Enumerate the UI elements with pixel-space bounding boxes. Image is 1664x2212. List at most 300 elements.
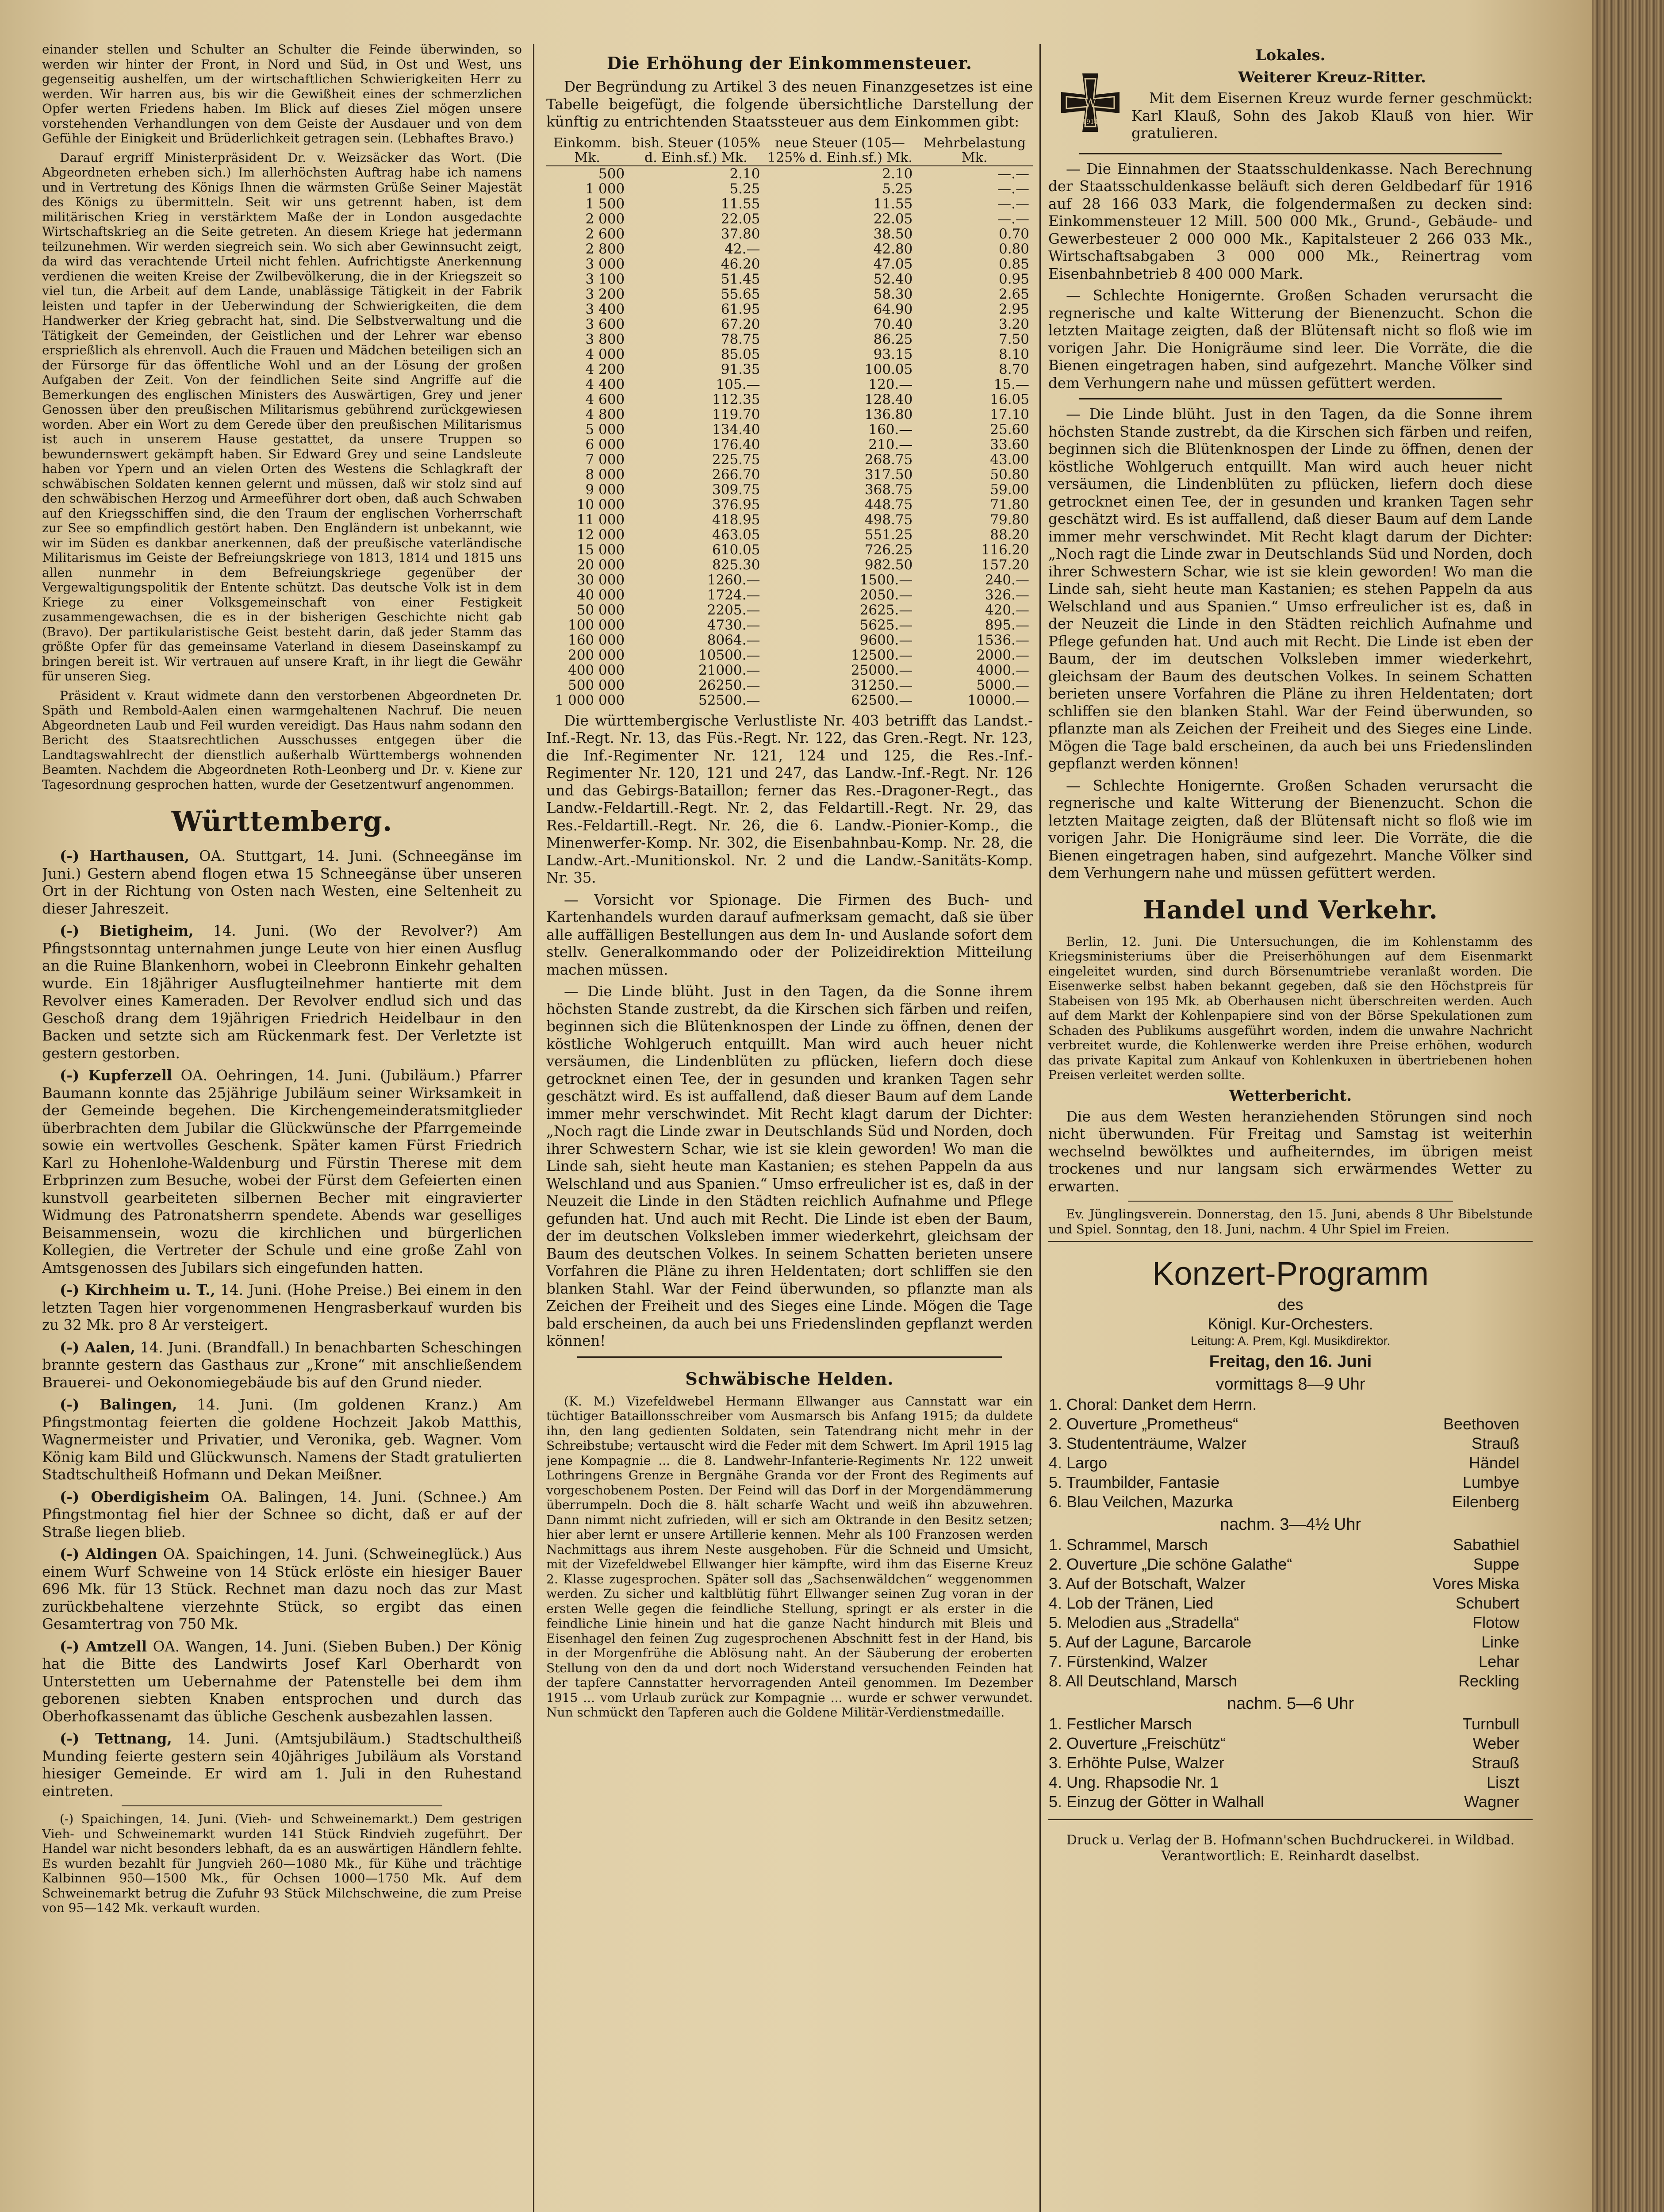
tax-cell: 1 000 [585, 180, 625, 197]
tax-cell: 2625.— [859, 602, 913, 618]
divider [577, 1356, 1002, 1358]
tax-cell: 2.10 [882, 165, 913, 182]
honigernte-article: — Schlechte Honigernte. Großen Schaden verursacht die regnerische und kalte Witterung der Bienenzucht. Schon die letzten Maitage zeigten, daß der Blütensaft nicht so floß wie im vorigen Jahr. Die Honigräume sind leer. Die Vorräte, die die Bienen eingetragen haben, sind aufgezehrt. Manche Völker sind dem Verhungern nahe und müssen gefüttert werden. [1048, 777, 1533, 881]
table-row [546, 166, 1033, 181]
tax-cell: 2 800 [585, 241, 625, 257]
tax-cell: 4 000 [585, 346, 625, 362]
local-news-item [42, 1488, 522, 1541]
tax-cell: 4 800 [585, 406, 625, 422]
list-item [1048, 1594, 1533, 1613]
linde-article: — Die Linde blüht. Just in den Tagen, da die Sonne ihrem höchsten Stande zustrebt, da die Kirschen sich färben und reifen, beginnen sich die Blütenknospen der Linde zu öffnen, denen der köstliche Wohlgeruch entquillt. Man wird auch heuer nicht versäumen, die Lindenblüten zu pflücken, liefern doch diese getrocknet einen Tee, der in gesunden und kranken Tagen sehr geschätzt wird. Es ist auffallend, daß dieser Baum auf dem Lande immer mehr verschwindet. Mit Recht klagt darum der Dichter: „Noch ragt die Linde zwar in Deutschlands Süd und Norden, doch ihrer Schwestern Schar, wie ist sie klein geworden! Wo man die Linde sah, sieht heute man Kastanien; es stehen Pappeln da aus Welschland und aus Spanien.“ Umso erfreulicher ist es, daß in der Neuzeit die Linde in den Städten reichlich Aufnahme und Pflege gefunden hat. Und auch mit Recht. Die Linde ist eben der Baum, der im deutschen Volksleben immer wiederkehrt, gleichsam der Baum des deutschen Volkes. In seinem Schatten berieten unsere Vorfahren die Pläne zu ihren Heldentaten; dort schliffen sie den blanken Stahl. War der Feind überwunden, so pflanzte man als Zeichen der Freiheit und des Sieges eine Linde. Mögen die Tage bald erscheinen, da auch bei uns Friedenslinden gepflanzt werden können! [546, 983, 1033, 1349]
table-row [546, 317, 1033, 332]
piece-composer: Händel [1468, 1454, 1519, 1472]
table-row [546, 618, 1033, 633]
table-row [546, 648, 1033, 663]
table-row [546, 572, 1033, 588]
list-item [1048, 1652, 1533, 1671]
table-row [546, 332, 1033, 347]
tax-cell: 726.25 [864, 541, 913, 558]
column-rule [533, 44, 534, 2212]
tax-cell: 31250.— [851, 677, 913, 693]
tax-cell: 2.95 [998, 301, 1029, 317]
news-text: OA. Wangen, 14. Juni. (Sieben Buben.) Der König hat die Bitte des Landwirts Josef Karl Oberhardt von Unterstetten um Uebernahme der Patenstelle bei dem ihm geborenen siebten Knaben entsprochen und durch das Oberhofkassenamt das übliche Geschenk ausbezahlen lassen. [42, 1638, 522, 1725]
piece-title: 5. Traumbilder, Fantasie [1049, 1473, 1220, 1491]
piece-composer: Liszt [1486, 1773, 1519, 1791]
tax-cell: 9 000 [585, 481, 625, 498]
tax-cell: —.— [997, 180, 1029, 197]
list-item [1048, 1574, 1533, 1594]
tax-cell: 3 100 [585, 271, 625, 287]
piece-composer: Eilenberg [1452, 1493, 1519, 1511]
news-place: (-) Tettnang, [60, 1730, 172, 1747]
tax-cell: 895.— [985, 617, 1029, 633]
tax-cell: 61.95 [721, 301, 760, 317]
piece-composer: Lumbye [1462, 1473, 1519, 1491]
news-text: OA. Spaichingen, 14. Juni. (Schweineglück.) Aus einem Wurf Schweine von 14 Stück erlöste ein hiesiger Bauer 696 Mk. für 13 Stück. Rechnet man dazu noch das zur Mast zurückbehaltene vierzehnte Stück, so ergibt das einen Gesamtertrag von 750 Mk. [42, 1546, 522, 1632]
tax-cell: 8.70 [998, 361, 1029, 377]
tax-cell: 11.55 [873, 196, 913, 212]
news-place: (-) Oberdigisheim [60, 1488, 210, 1505]
tax-cell: 0.95 [998, 271, 1029, 287]
tax-cell: 5.25 [882, 180, 913, 197]
list-item [1048, 1535, 1533, 1555]
tax-cell: 376.95 [712, 496, 760, 513]
news-text: 14. Juni. (Amtsjubiläum.) Stadtschultheiß Munding feierte gestern sein 40jähriges Jubiläum als Vorstand hiesiger Gemeinde. Er wird am 1. Juli in den Ruhestand eintreten. [42, 1730, 522, 1800]
tax-cell: 8 000 [585, 466, 625, 483]
tax-cell: 116.20 [981, 541, 1029, 558]
list-item [1048, 1395, 1533, 1414]
tax-cell: 79.80 [990, 511, 1029, 528]
tax-cell: 0.70 [998, 226, 1029, 242]
tax-cell: 418.95 [712, 511, 760, 528]
list-item [1048, 1632, 1533, 1652]
piece-title: 4. Largo [1049, 1454, 1108, 1472]
tax-cell: 128.40 [864, 391, 913, 407]
kreuz-heading: Weiterer Kreuz-Ritter. [1238, 69, 1426, 86]
tax-cell: 1724.— [707, 587, 760, 603]
table-row [546, 257, 1033, 272]
tax-cell: 5625.— [859, 617, 913, 633]
tax-cell: 136.80 [864, 406, 913, 422]
tax-cell: 47.05 [873, 256, 913, 272]
imprint: Druck u. Verlag der B. Hofmann'schen Buchdruckerei. in Wildbad. Verantwortlich: E. Reinhardt daselbst. [1066, 1832, 1515, 1864]
wetter-article: Die aus dem Westen heranziehenden Störungen sind noch nicht überwunden. Für Freitag und Samstag ist weiterhin wechselnd bewölktes und aufheiterndes, im übrigen meist trockenes und nur langsam sich erwärmendes Wetter zu erwarten. [1048, 1108, 1533, 1195]
local-news-item [42, 922, 522, 1062]
list-item [1048, 1473, 1533, 1492]
tax-table [546, 135, 1033, 708]
tax-cell: 2 600 [585, 226, 625, 242]
local-news-item [42, 847, 522, 918]
tax-cell: 500 [598, 165, 625, 182]
tax-cell: 37.80 [721, 226, 760, 242]
news-text: 14. Juni. (Im goldenen Kranz.) Am Pfingstmontag feierten die goldene Hochzeit Jakob Matthis, Wagnermeister und Privatier, und Veronika, geb. Wagner. Vom König kam Bild und Glückwunsch. Namens der Stadt gratulierten Stadtschultheiß Hofmann und Dekan Meißner. [42, 1396, 522, 1483]
tax-cell: 50 000 [576, 602, 625, 618]
konzert-date: Freitag, den 16. Juni [1209, 1352, 1372, 1371]
list-item [1048, 1792, 1533, 1812]
table-row [546, 693, 1033, 708]
tax-cell: 71.80 [990, 496, 1029, 513]
table-row [546, 227, 1033, 242]
table-row [546, 663, 1033, 678]
book-edge [1592, 0, 1664, 2212]
konzert-session-list [1048, 1535, 1533, 1691]
list-item [1048, 1434, 1533, 1453]
table-row [546, 347, 1033, 362]
tax-column-header: Einkomm. Mk. [546, 135, 628, 166]
cross-letter: W [1084, 96, 1097, 111]
column-middle [546, 42, 1033, 1724]
list-item [1048, 1671, 1533, 1691]
news-place: (-) Balingen, [60, 1396, 177, 1413]
table-row [546, 407, 1033, 422]
tax-cell: —.— [997, 196, 1029, 212]
news-text: 14. Juni. (Hohe Preise.) Bei einem in den letzten Tagen hier vorgenommenen Hengrasberkauf wurden bis zu 32 Mk. pro 8 Ar versteigert. [42, 1282, 522, 1333]
tax-cell: 551.25 [864, 526, 913, 543]
piece-title: 2. Ouverture „Freischütz“ [1049, 1734, 1226, 1752]
tax-cell: —.— [997, 165, 1029, 182]
tax-cell: 3 400 [585, 301, 625, 317]
news-place: (-) Bietigheim, [60, 922, 194, 939]
tax-cell: 64.90 [873, 301, 913, 317]
tax-cell: 210.— [868, 436, 913, 453]
news-place: (-) Kupferzell [60, 1067, 173, 1084]
article-paragraph: Präsident v. Kraut widmete dann den verstorbenen Abgeordneten Dr. Späth und Rembold-Aalen einen warmgehaltenen Nachruf. Die neuen Abgeordneten Laub und Feil wurden vereidigt. Das Haus nahm sodann den Bericht des Staatsrechtlichen Ausschusses entgegen über die Landtagswahlrecht der dienstlich außerhalb Württembergs wohnenden Beamten. Nachdem die Abgeordneten Roth-Leonberg und Dr. v. Kiene zur Tagesordnung gesprochen hatten, wurde der Gesetzentwurf angenommen. [42, 688, 522, 792]
list-item [1048, 1714, 1533, 1734]
list-item [1048, 1613, 1533, 1632]
table-row [546, 678, 1033, 693]
tax-cell: 17.10 [990, 406, 1029, 422]
tax-cell: 420.— [985, 602, 1029, 618]
tax-cell: —.— [997, 211, 1029, 227]
tax-cell: 9600.— [859, 632, 913, 648]
piece-title: 4. Ung. Rhapsodie Nr. 1 [1049, 1773, 1219, 1791]
tax-cell: 368.75 [864, 481, 913, 498]
tax-cell: 982.50 [864, 557, 913, 573]
tax-cell: 7.50 [998, 331, 1029, 347]
news-text: OA. Stuttgart, 14. Juni. (Schneegänse im Juni.) Gestern abend flogen etwa 15 Schneegänse über unseren Ort in der Richtung von Osten nach Westen, eine Seltenheit zu dieser Jahreszeit. [42, 848, 522, 917]
tax-cell: 309.75 [712, 481, 760, 498]
tax-cell: 67.20 [721, 316, 760, 332]
tax-cell: 51.45 [721, 271, 760, 287]
tax-cell: 2.65 [998, 286, 1029, 302]
table-row [546, 497, 1033, 512]
news-text: OA. Oehringen, 14. Juni. (Jubiläum.) Pfarrer Baumann konnte das 25jährige Jubiläum seiner Wirksamkeit in der Gemeinde begehen. Die Kirchengemeinderatsmitglieder überbrachten dem Jubilar die Glückwünsche der Pfarrgemeinde sowie ein wertvolles Geschenk. Später kamen Fürst Friedrich Karl zu Hohenlohe-Waldenburg und Fürstin Therese mit dem Erbprinzen zum Besuche, wobei der Fürst dem Gefeierten einen kunstvoll gearbeiteten silbernen Becher mit eingravierter Widmung des Patronatsherrn spendete. Abends war geselliges Beisammensein, wozu die kirchlichen und bürgerlichen Kollegien, die Vertreter der Schule und eine große Zahl von Amtsgenossen des Jubilars sich eingefunden hatten. [42, 1067, 522, 1276]
tax-cell: 200 000 [568, 647, 625, 663]
iron-cross-icon [1057, 69, 1123, 136]
tax-cell: 10000.— [967, 692, 1029, 708]
konzert-session-time: nachm. 5—6 Uhr [1227, 1694, 1354, 1713]
tax-cell: 10500.— [698, 647, 760, 663]
news-place: (-) Amtzell [60, 1637, 147, 1655]
konzert-session-list [1048, 1714, 1533, 1812]
list-item [1048, 1555, 1533, 1574]
local-news-item [42, 1339, 522, 1392]
piece-composer: Sabathiel [1453, 1536, 1519, 1554]
tax-cell: 43.00 [990, 451, 1029, 468]
tax-cell: 59.00 [990, 481, 1029, 498]
local-news-item [42, 1396, 522, 1484]
article-continuation: einander stellen und Schulter an Schulter die Feinde überwinden, so werden wir hinter der Front, in Nord und Süd, in Ost und West, uns gegenseitig aushelfen, um der wirtschaftlichen Schwierigkeiten Herr zu werden. Wir harren aus, bis wir die Gewißheit eines der schmerzlichen Opfer werten Friedens haben. Im Blick auf dieses Ziel mögen unsere vorstehenden Verhandlungen von dem Geiste der Ausdauer und von dem Gefühle der Einigkeit und Brüderlichkeit getragen sein. (Lebhaftes Bravo.) [42, 42, 522, 146]
konzert-session-time: vormittags 8—9 Uhr [1215, 1375, 1365, 1394]
piece-title: 5. Einzug der Götter in Walhall [1049, 1793, 1264, 1811]
section-heading-wuerttemberg: Württemberg. [171, 805, 393, 837]
tax-cell: 500 000 [568, 677, 625, 693]
column-rule [1039, 44, 1041, 2212]
piece-composer: Reckling [1458, 1672, 1519, 1690]
table-row [546, 362, 1033, 377]
kreuz-text: Mit dem Eisernen Kreuz wurde ferner geschmückt: Karl Klauß, Sohn des Jakob Klauß von hier. Wir gratulieren. [1131, 90, 1533, 142]
tax-cell: 240.— [985, 572, 1029, 588]
piece-composer: Suppe [1473, 1555, 1519, 1573]
table-row [546, 527, 1033, 542]
tax-cell: 4 200 [585, 361, 625, 377]
tax-cell: 105.— [716, 376, 760, 392]
table-row [546, 392, 1033, 407]
piece-title: 6. Blau Veilchen, Mazurka [1049, 1493, 1233, 1511]
piece-title: 1. Choral: Danket dem Herrn. [1049, 1395, 1257, 1413]
konzert-orchester: Königl. Kur-Orchesters. [1208, 1315, 1373, 1333]
piece-composer: Schubert [1455, 1594, 1519, 1612]
local-news-item [42, 1730, 522, 1800]
tax-cell: 20 000 [576, 557, 625, 573]
tax-cell: 100 000 [568, 617, 625, 633]
tax-cell: 52500.— [698, 692, 760, 708]
konzert-session-list [1048, 1395, 1533, 1512]
tax-cell: 42.80 [873, 241, 913, 257]
list-item [1048, 1734, 1533, 1753]
tax-cell: 25.60 [990, 421, 1029, 438]
tax-cell: 1260.— [707, 572, 760, 588]
tax-cell: 0.85 [998, 256, 1029, 272]
tax-cell: 120.— [868, 376, 913, 392]
tax-cell: 100.05 [864, 361, 913, 377]
tax-cell: 268.75 [864, 451, 913, 468]
piece-title: 3. Auf der Botschaft, Walzer [1049, 1575, 1246, 1593]
tax-heading: Die Erhöhung der Einkommensteuer. [606, 53, 973, 73]
tax-cell: 1500.— [859, 572, 913, 588]
news-text: OA. Balingen, 14. Juni. (Schnee.) Am Pfingstmontag fiel hier der Schnee so dicht, daß er auf der Straße liegen blieb. [42, 1488, 522, 1540]
tax-cell: 12500.— [851, 647, 913, 663]
tax-cell: 160.— [868, 421, 913, 438]
tax-cell: 0.80 [998, 241, 1029, 257]
column-right [1048, 42, 1533, 1864]
tax-cell: 22.05 [873, 211, 913, 227]
list-item [1048, 1773, 1533, 1792]
divider [122, 1805, 442, 1806]
tax-cell: 58.30 [873, 286, 913, 302]
tax-cell: 10 000 [576, 496, 625, 513]
tax-cell: 21000.— [698, 662, 760, 678]
piece-title: 3. Erhöhte Pulse, Walzer [1049, 1754, 1224, 1772]
tax-cell: 16.05 [990, 391, 1029, 407]
tax-cell: 5000.— [976, 677, 1029, 693]
local-news-item [42, 1638, 522, 1726]
tax-cell: 8064.— [707, 632, 760, 648]
local-news-list [42, 847, 522, 1800]
list-item [1048, 1492, 1533, 1512]
piece-title: 7. Fürstenkind, Walzer [1049, 1652, 1208, 1671]
tax-cell: 38.50 [873, 226, 913, 242]
tax-cell: 62500.— [851, 692, 913, 708]
konzert-des: des [1277, 1295, 1304, 1313]
tax-cell: 317.50 [864, 466, 913, 483]
table-row [546, 181, 1033, 196]
piece-composer: Vores Miska [1432, 1575, 1519, 1593]
local-news-item [42, 1545, 522, 1633]
tax-cell: 12 000 [576, 526, 625, 543]
handel-article: Berlin, 12. Juni. Die Untersuchungen, die im Kohlenstamm des Kriegsministeriums über die Preiserhöhungen auf dem Eisenmarkt eingeleitet wurden, sind durch Börsenumtriebe veranlaßt worden. Die Eisenwerke selbst haben bekannt gegeben, daß sie den Höchstpreis für Stabeisen von 195 Mk. ab Oberhausen nicht überschreiten werden. Auch auf dem Markt der Kohlenpapiere sind von der Börse Spekulationen zum Schaden des Publikums ausgeführt worden, indem die unwahre Nachricht verbreitet wurde, die Kohlenwerke werden ihre Preise erhöhen, wodurch das private Kapital zum Ankauf von Kohlenkuxen in übertriebenen hohen Preisen verleitet werden sollte. [1048, 934, 1533, 1082]
tax-cell: 26250.— [698, 677, 760, 693]
verein-notice: Ev. Jünglingsverein. Donnerstag, den 15. Juni, abends 8 Uhr Bibelstunde und Spiel. Sonntag, den 18. Juni, nachm. 4 Uhr Spiel im Freien. [1048, 1207, 1533, 1237]
piece-title: 5. Auf der Lagune, Barcarole [1049, 1633, 1252, 1651]
piece-title: 4. Lob der Tränen, Lied [1049, 1594, 1214, 1612]
tax-cell: 498.75 [864, 511, 913, 528]
tax-cell: 5.25 [729, 180, 760, 197]
table-row [546, 242, 1033, 257]
tax-cell: 93.15 [873, 346, 913, 362]
tax-cell: 157.20 [981, 557, 1029, 573]
konzert-session-time: nachm. 3—4½ Uhr [1220, 1515, 1361, 1534]
honigernte-article: — Schlechte Honigernte. Großen Schaden verursacht die regnerische und kalte Witterung der Bienenzucht. Schon die letzten Maitage zeigten, daß der Blütensaft nicht so floß wie im vorigen Jahr. Die Honigräume sind leer. Die Vorräte, die die Bienen eingetragen haben, sind aufgezehrt. Manche Völker sind dem Verhungern nahe und müssen gefüttert werden. [1048, 287, 1533, 392]
konzert-program [1048, 1375, 1533, 1812]
piece-composer: Wagner [1464, 1793, 1519, 1811]
tax-cell: 400 000 [568, 662, 625, 678]
tax-cell: 176.40 [712, 436, 760, 453]
tax-cell: 463.05 [712, 526, 760, 543]
table-row [546, 452, 1033, 467]
news-text: 14. Juni. (Brandfall.) In benachbarten Scheschingen brannte gestern das Gasthaus zur „Krone“ mit anschließendem Brauerei- und Oekonomiegebäude bis auf den Grund nieder. [42, 1339, 522, 1391]
local-news-item [42, 1281, 522, 1334]
piece-composer: Turnbull [1462, 1715, 1519, 1733]
table-row [546, 211, 1033, 227]
lokales-heading: Lokales. [1255, 46, 1326, 64]
tax-cell: 3.20 [998, 316, 1029, 332]
tax-cell: 5 000 [585, 421, 625, 438]
tax-cell: 2050.— [859, 587, 913, 603]
tax-cell: 50.80 [990, 466, 1029, 483]
tax-cell: 4 600 [585, 391, 625, 407]
piece-composer: Beethoven [1443, 1415, 1519, 1433]
tax-cell: 1 000 000 [555, 692, 625, 708]
table-row [546, 196, 1033, 211]
tax-cell: 78.75 [721, 331, 760, 347]
table-row [546, 482, 1033, 497]
tax-cell: 42.— [725, 241, 760, 257]
tax-cell: 52.40 [873, 271, 913, 287]
tax-cell: 46.20 [721, 256, 760, 272]
verlustliste: Die württembergische Verlustliste Nr. 403 betrifft das Landst.-Inf.-Regt. Nr. 13, das Füs.-Regt. Nr. 122, das Gren.-Regt. Nr. 123, die Inf.-Regimenter Nr. 121, 124 und 125, die Res.-Inf.-Regimenter Nr. 120, 121 und 247, das Landw.-Inf.-Regt. Nr. 126 und das Gebirgs-Bataillon; ferner das Res.-Dragoner-Regt., das Landw.-Feldartill.-Regt. Nr. 2, das Feldartill.-Regt. Nr. 29, das Res.-Feldartill.-Regt. Nr. 26, die 6. Landw.-Pionier-Komp., die Minenwerfer-Komp. Nr. 302, die Eisenbahnbau-Komp. Nr. 28, die Landw.-Art.-Munitionskol. Nr. 2 und die Landw.-Sanitäts-Komp. Nr. 35. [546, 712, 1033, 886]
tax-cell: 7 000 [585, 451, 625, 468]
tax-cell: 1 500 [585, 196, 625, 212]
tax-cell: 86.25 [873, 331, 913, 347]
column-left [42, 42, 522, 1920]
tax-column-header: bish. Steuer (105% d. Einh.sf.) Mk. [628, 135, 763, 166]
piece-title: 2. Ouverture „Prometheus“ [1049, 1415, 1238, 1433]
tax-cell: 3 200 [585, 286, 625, 302]
table-row [546, 287, 1033, 302]
piece-composer: Strauß [1471, 1754, 1519, 1772]
tax-cell: 40 000 [576, 587, 625, 603]
piece-title: 5. Melodien aus „Stradella“ [1049, 1613, 1239, 1632]
tax-cell: 4730.— [707, 617, 760, 633]
piece-title: 3. Studententräume, Walzer [1049, 1434, 1246, 1452]
tax-cell: 266.70 [712, 466, 760, 483]
tax-cell: 825.30 [712, 557, 760, 573]
divider [1128, 1201, 1453, 1202]
table-row [546, 377, 1033, 392]
piece-composer: Flotow [1472, 1613, 1519, 1632]
tax-cell: 91.35 [721, 361, 760, 377]
tax-cell: 2.10 [729, 165, 760, 182]
table-row [546, 633, 1033, 648]
news-text: 14. Juni. (Wo der Revolver?) Am Pfingstsonntag unternahmen junge Leute von hier einen Ausflug an die Ruine Blankenhorn, wobei in Cleebronn Einkehr gehalten wurde. Ein 18jähriger Ausflugteilnehmer hantierte mit dem Revolver eines Kameraden. Der Revolver endlud sich und das Geschoß drang dem 19jährigen Friedrich Heidelbaur in den Backen und setzte sich am Rückenmark fest. Der Verletzte ist gestern gestorben. [42, 922, 522, 1062]
tax-cell: 4 400 [585, 376, 625, 392]
table-row [546, 437, 1033, 452]
tax-cell: 160 000 [568, 632, 625, 648]
spionage-notice: — Vorsicht vor Spionage. Die Firmen des Buch- und Kartenhandels wurden darauf aufmerksam gemacht, daß sie über alle auffälligen Bestellungen aus dem In- und Auslande sofort dem stellv. Generalkommando oder der Polizeidirektion Mitteilung machen müssen. [546, 891, 1033, 978]
tax-cell: 22.05 [721, 211, 760, 227]
tax-cell: 1536.— [976, 632, 1029, 648]
tax-cell: 119.70 [712, 406, 760, 422]
tax-cell: 11 000 [576, 511, 625, 528]
divider [1079, 153, 1502, 154]
tax-cell: 448.75 [864, 496, 913, 513]
helden-heading: Schwäbische Helden. [685, 1368, 894, 1389]
market-report: (-) Spaichingen, 14. Juni. (Vieh- und Schweinemarkt.) Dem gestrigen Vieh- und Schweinemarkt wurden 141 Stück Rindvieh zugeführt. Der Handel war nicht besonders lebhaft, da es an auswärtigen Händlern fehlte. Es wurden bezahlt für Jungvieh 260—1080 Mk., für Kühe und trächtige Kalbinnen 950—1500 Mk., für Ochsen 1000—1750 Mk. Auf dem Schweinemarkt betrug die Zufuhr 93 Stück Milchschweine, die zum Preise von 95—142 Mk. verkauft wurden. [42, 1812, 522, 1915]
article-paragraph: Darauf ergriff Ministerpräsident Dr. v. Weizsäcker das Wort. (Die Abgeordneten erheben sich.) Im allerhöchsten Auftrag habe ich namens und in Vertretung des Königs Ihnen die wärmsten Grüße Seiner Majestät des Königs zu übermitteln. Seit wir uns getrennt haben, ist dem militärischen Krieg in verstärktem Maße der in London ausgedachte Wirtschaftskrieg an die Seite getreten. An diesem Kriege hat jedermann teilzunehmen. Wir werden siegreich sein. Wo sich aber Gewinnsucht zeigt, da wird das verachtende Urteil nicht fehlen. Aufrichtigste Anerkennung verdienen die weiten Kreise der Zwilbevölkerung, die in der Kriegszeit so viel tun, die Arbeit auf dem Lande, unablässige Tätigkeit in der Fabrik leisten und tapfer in der Ueberwindung der Schwierigkeiten, die dem Handwerker der Krieg gebracht hat, sind. Die Selbstverwaltung und die Tätigkeit der Gemeinden, der Geistlichen und der Lehrer war ebenso ersprießlich als ehrenvoll. Auch die Frauen und Mädchen beteiligen sich an der Fürsorge für das öffentliche Wohl und an der Lösung der großen Aufgaben der Zeit. Von der feindlichen Seite sind Angriffe auf die Bemerkungen des englischen Ministers des Auswärtigen, Grey und jener Genossen über den preußischen Militarismus gebührend zurückgewiesen worden. Aber ein Wort zu dem Gerede über den preußischen Militarismus ist auch in unserem Hause gestattet, da unsere Truppen so bewundernswert gekämpft haben. Sir Edward Grey und seine Landsleute haben vor Ypern und an vielen Orten des Westens die Schlagkraft der schwäbischen Soldaten kennen gelernt und müssen, daß wir stolz sind auf den schwäbischen Herzog und Armeeführer dort oben, daß auch Schwaben auf den Kriegsschiffen sind, die den Traum der englischen Vorherrschaft zur See so empfindlich gestört haben. Den Engländern ist unbekannt, wie wir im Süden es dankbar anerkennen, daß der preußische vaterländische Militarismus im Geiste der Befreiungskriege von 1813, 1814 und 1815 uns allen nunmehr in dem Befreiungskriege gegenüber der Vergewaltigungspolitik der Entente schützt. Das deutsche Volk ist in dem Kriege zu einer Volksgemeinschaft von einer Festigkeit zusammengewachsen, die es in der bisherigen Geschichte nicht gab (Bravo). Der partikularistische Geist besteht darin, daß jeder Stamm das größte Opfer für das gemeinsame Vaterland in diesem Daseinskampf zu bringen bereit ist. Wir vertrauen auf unsere Kraft, in ihr liegt die Gewähr für unseren Sieg. [42, 150, 522, 684]
divider [1048, 1819, 1533, 1820]
tax-cell: 15 000 [576, 541, 625, 558]
news-place: (-) Aalen, [60, 1338, 135, 1356]
tax-cell: 326.— [985, 587, 1029, 603]
tax-cell: 225.75 [712, 451, 760, 468]
tax-cell: 610.05 [712, 541, 760, 558]
tax-cell: 70.40 [873, 316, 913, 332]
table-row [546, 302, 1033, 317]
linde-article: — Die Linde blüht. Just in den Tagen, da die Sonne ihrem höchsten Stande zustrebt, da die Kirschen sich färben und reifen, beginnen sich die Blütenknospen der Linde zu öffnen, denen der köstliche Wohlgeruch entquillt. Man wird auch heuer nicht versäumen, die Lindenblüten zu pflücken, liefern doch diese getrocknet einen Tee, der in gesunden und kranken Tagen sehr geschätzt wird. Es ist auffallend, daß dieser Baum auf dem Lande immer mehr verschwindet. Mit Recht klagt darum der Dichter: „Noch ragt die Linde zwar in Deutschlands Süd und Norden, doch ihrer Schwestern Schar, wie ist sie klein geworden! Wo man die Linde sah, sieht heute man Kastanien; es stehen Pappeln da aus Welschland und aus Spanien.“ Umso erfreulicher ist es, daß in der Neuzeit die Linde in den Städten reichlich Aufnahme und Pflege gefunden hat. Und auch mit Recht. Die Linde ist eben der Baum, der im deutschen Volksleben immer wiederkehrt, gleichsam der Baum des deutschen Volkes. In seinem Schatten berieten unsere Vorfahren die Pläne zu ihren Heldentaten; dort schliffen sie den blanken Stahl. War der Feind überwunden, so pflanzte man als Zeichen der Freiheit und des Sieges eine Linde. Mögen die Tage bald erscheinen, da auch bei uns Friedenslinden gepflanzt werden können! [1048, 406, 1533, 772]
tax-cell: 30 000 [576, 572, 625, 588]
tax-cell: 6 000 [585, 436, 625, 453]
wetter-heading: Wetterbericht. [1229, 1087, 1352, 1105]
cross-year: 1914 [1082, 119, 1098, 126]
tax-cell: 4000.— [976, 662, 1029, 678]
tax-cell: 15.— [993, 376, 1029, 392]
local-news-item [42, 1067, 522, 1277]
tax-cell: 33.60 [990, 436, 1029, 453]
table-row [546, 557, 1033, 572]
tax-cell: 85.05 [721, 346, 760, 362]
table-row [546, 467, 1033, 482]
list-item [1048, 1753, 1533, 1773]
tax-intro: Der Begründung zu Artikel 3 des neuen Finanzgesetzes ist eine Tabelle beigefügt, die folgende übersichtliche Darstellung der künftig zu entrichtenden Staatssteuer aus dem Einkommen gibt: [546, 78, 1033, 130]
list-item [1048, 1414, 1533, 1434]
konzert-title: Konzert-Programm [1152, 1255, 1429, 1292]
tax-cell: 112.35 [712, 391, 760, 407]
table-row [546, 588, 1033, 603]
tax-cell: 25000.— [851, 662, 913, 678]
tax-cell: 3 600 [585, 316, 625, 332]
tax-column-header: neue Steuer (105—125% d. Einh.sf.) Mk. [763, 135, 916, 166]
news-place: (-) Kirchheim u. T., [60, 1281, 215, 1298]
table-row [546, 422, 1033, 437]
piece-title: 1. Festlicher Marsch [1049, 1715, 1192, 1733]
helden-article: (K. M.) Vizefeldwebel Hermann Ellwanger aus Cannstatt war ein tüchtiger Bataillonsschreiber vom Ausmarsch bis Anfang 1915; da duldete ihn, den lang gedienten Soldaten, sein Tatendrang nicht mehr in der Schreibstube; vertauscht wird die Feder mit dem Schwert. Im April 1915 lag jene Kompagnie ... die 8. Landwehr-Infanterie-Regiments Nr. 122 unweit Lothringens Grenze in Bergnähe Granda vor der Front des Regiments auf vorgeschobenem Posten. Der Feind will das Dorf in der Morgendämmerung überrumpeln. Doch die 8. hält scharfe Wacht und weiß ihn abzuwehren. Dann nimmt nicht zufrieden, will er sich am Oktrande in den Besitz setzen; hier aber lernt er unsere Artillerie kennen. Mehr als 100 Franzosen werden Nachmittags aus ihrem Neste ausgehoben. Für die Schneid und Umsicht, mit der Vizefeldwebel Ellwanger hier kämpfte, wird ihm das Eiserne Kreuz 2. Klasse zugesprochen. Später soll das „Sachsenwäldchen“ weggenommen werden. Zu sicher und kaltblütig führt Ellwanger seinen Zug voran in der ersten Welle gegen die feindliche Stellung, springt er als erster in die feindliche Linie hinein und hat die ganze Nacht hindurch mit Bleis und Eisenhagel den feinen Zug zugesprochenen Abschnitt fest in der Hand, bis in der Morgenfrühe die Ablösung naht. An der Säuberung der eroberten Stellung von den da und dort noch Widerstand versuchenden Feinden hat der tapfere Cannstatter hervorragenden Anteil genommen. Im Dezember 1915 ... vom Urlaub zurück zur Kompagnie ... wurde er schwer verwundet. Nun schmückt den Tapferen auch die Goldene Militär-Verdienstmedaille. [546, 1394, 1033, 1720]
piece-composer: Lehar [1478, 1652, 1519, 1671]
piece-composer: Linke [1481, 1633, 1519, 1651]
piece-composer [1387, 1395, 1533, 1414]
tax-cell: 2205.— [707, 602, 760, 618]
piece-composer: Weber [1472, 1734, 1519, 1752]
